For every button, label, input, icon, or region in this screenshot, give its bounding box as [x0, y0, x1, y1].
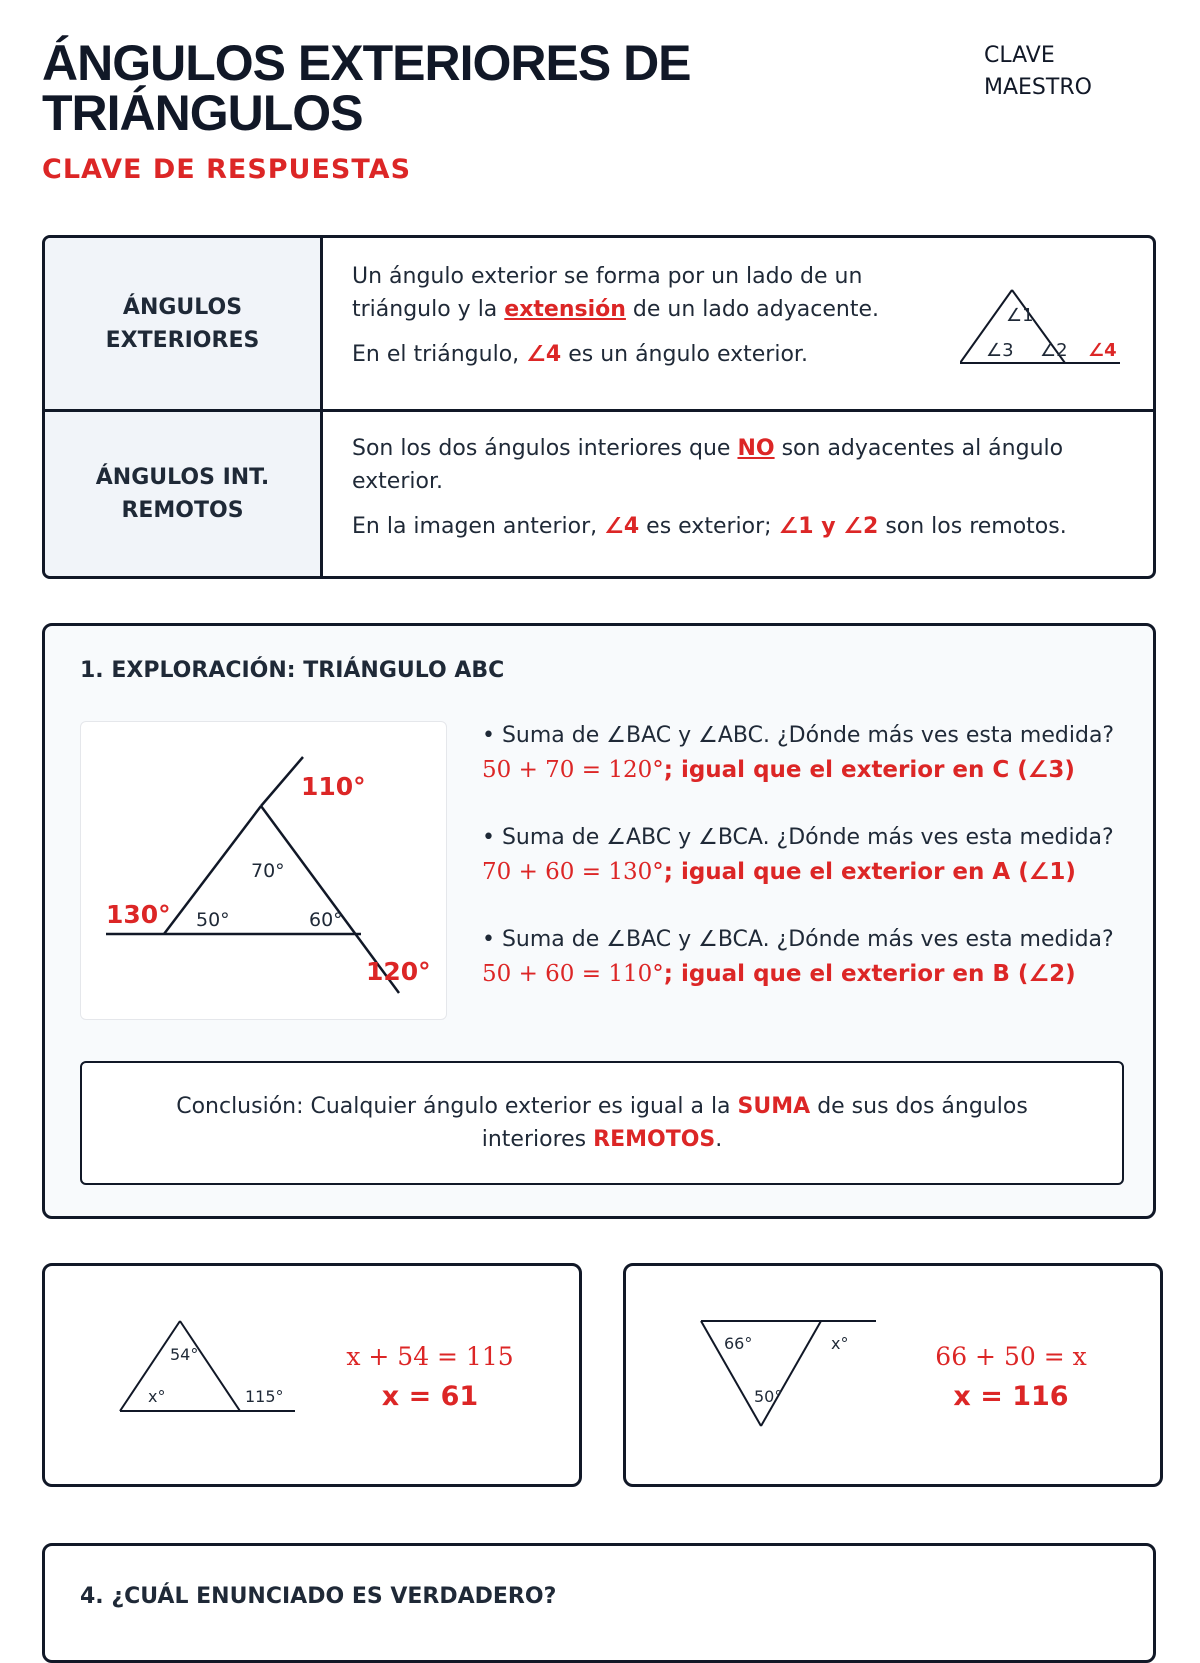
exterior-angle-a: 130° — [106, 900, 171, 929]
problem-2-equation: x + 54 = 115 — [346, 1342, 514, 1371]
question-3: • Suma de ∠BAC y ∠BCA. ¿Dónde más ves esta medida? — [482, 927, 1114, 952]
answer-text: ; igual que el exterior en C (∠3) — [663, 757, 1075, 783]
highlight-remotos: REMOTOS — [593, 1127, 716, 1152]
problem-3-angle-x: x° — [831, 1334, 849, 1353]
text-fragment: Son los dos ángulos interiores que — [352, 436, 731, 461]
text-fragment: de un lado adyacente. — [632, 297, 879, 322]
definition-line: exterior. — [352, 469, 443, 494]
definition-text — [352, 432, 1067, 543]
problem-3-angle-left: 66° — [724, 1334, 753, 1353]
text-fragment: Conclusión: Cualquier ángulo exterior es igual a la — [176, 1094, 731, 1119]
interior-angle-a: 50° — [196, 909, 230, 931]
text-fragment: es un ángulo exterior. — [568, 342, 808, 367]
conclusion-box — [80, 1061, 1124, 1185]
page-title — [42, 35, 802, 141]
teacher-key-badge — [984, 40, 1092, 104]
definition-line: Un ángulo exterior se forma por un lado de un — [352, 264, 863, 289]
highlight-suma: SUMA — [737, 1094, 811, 1119]
definitions-table — [42, 235, 1156, 579]
problem-2-angle-x: x° — [148, 1387, 166, 1406]
definition-label: ÁNGULOS EXTERIORES — [45, 238, 323, 409]
text-fragment: son adyacentes al ángulo — [781, 436, 1064, 461]
problem-3-angle-bottom: 50° — [754, 1387, 783, 1406]
conclusion-text — [122, 1090, 1082, 1156]
problem-3-equation: 66 + 50 = x — [935, 1342, 1087, 1371]
text-fragment: es exterior; — [646, 514, 772, 539]
title-line-1: ÁNGULOS EXTERIORES DE — [42, 35, 691, 91]
answer-equation: 50 + 60 = 110° — [482, 961, 664, 987]
definition-text — [352, 260, 879, 371]
answer-1 — [482, 754, 1075, 787]
page-subtitle: CLAVE DE RESPUESTAS — [42, 154, 412, 185]
exterior-angle-c: 120° — [366, 957, 431, 986]
text-fragment: de sus dos ángulos interiores — [481, 1094, 1028, 1152]
definition-row-remote — [45, 412, 1153, 576]
exploration-section — [42, 623, 1156, 1219]
answer-text: ; igual que el exterior en A (∠1) — [663, 859, 1076, 885]
definition-line — [352, 293, 879, 326]
problem-3-answer: x = 116 — [953, 1381, 1069, 1412]
definition-label: ÁNGULOS INT. REMOTOS — [45, 412, 323, 576]
title-line-2: TRIÁNGULOS — [42, 85, 363, 141]
badge-line-2: MAESTRO — [984, 75, 1092, 100]
section-4-card — [42, 1543, 1156, 1663]
angle-label-1: ∠1 — [1006, 305, 1034, 326]
highlight-extension: extensión — [504, 297, 626, 322]
angle-label-4: ∠4 — [1088, 340, 1117, 361]
highlight-angle-4: ∠4 — [526, 342, 562, 367]
definition-line — [352, 338, 879, 371]
angle-label-2: ∠2 — [1040, 340, 1068, 361]
answer-2 — [482, 856, 1076, 889]
problem-card-3 — [623, 1263, 1163, 1487]
highlight-remote-angles: ∠1 y ∠2 — [778, 514, 879, 539]
answer-equation: 50 + 70 = 120° — [482, 757, 664, 783]
problem-2-solution — [330, 1338, 530, 1418]
section-title: 1. EXPLORACIÓN: TRIÁNGULO ABC — [80, 658, 505, 683]
angle-label-3: ∠3 — [986, 340, 1014, 361]
question-1: • Suma de ∠BAC y ∠ABC. ¿Dónde más ves esta medida? — [482, 723, 1115, 748]
section-4-title: 4. ¿CUÁL ENUNCIADO ES VERDADERO? — [80, 1584, 557, 1609]
problem-2-angle-exterior: 115° — [245, 1387, 284, 1406]
question-2: • Suma de ∠ABC y ∠BCA. ¿Dónde más ves esta medida? — [482, 825, 1114, 850]
definition-row-exterior — [45, 238, 1153, 412]
definition-line — [352, 432, 1067, 465]
definition-line — [352, 510, 1067, 543]
text-fragment: . — [715, 1127, 723, 1152]
highlight-no: NO — [737, 436, 775, 461]
text-fragment: triángulo y la — [352, 297, 498, 322]
problem-3-figure — [696, 1316, 886, 1436]
text-fragment: En la imagen anterior, — [352, 514, 598, 539]
example-triangle-figure — [960, 278, 1140, 378]
interior-angle-b: 70° — [251, 860, 285, 882]
problem-3-solution — [911, 1338, 1111, 1418]
text-fragment: son los remotos. — [885, 514, 1067, 539]
exterior-angle-b: 110° — [301, 772, 366, 801]
badge-line-1: CLAVE — [984, 43, 1055, 68]
answer-equation: 70 + 60 = 130° — [482, 859, 664, 885]
problem-card-2 — [42, 1263, 582, 1487]
text-fragment: En el triángulo, — [352, 342, 520, 367]
problem-2-angle-top: 54° — [170, 1345, 199, 1364]
answer-3 — [482, 958, 1076, 991]
problem-2-answer: x = 61 — [381, 1381, 479, 1412]
triangle-abc-figure — [80, 721, 447, 1020]
problem-2-figure — [115, 1316, 305, 1426]
highlight-angle-4: ∠4 — [604, 514, 640, 539]
answer-text: ; igual que el exterior en B (∠2) — [663, 961, 1076, 987]
triangle-abc-svg — [81, 722, 446, 1019]
interior-angle-c: 60° — [309, 909, 343, 931]
